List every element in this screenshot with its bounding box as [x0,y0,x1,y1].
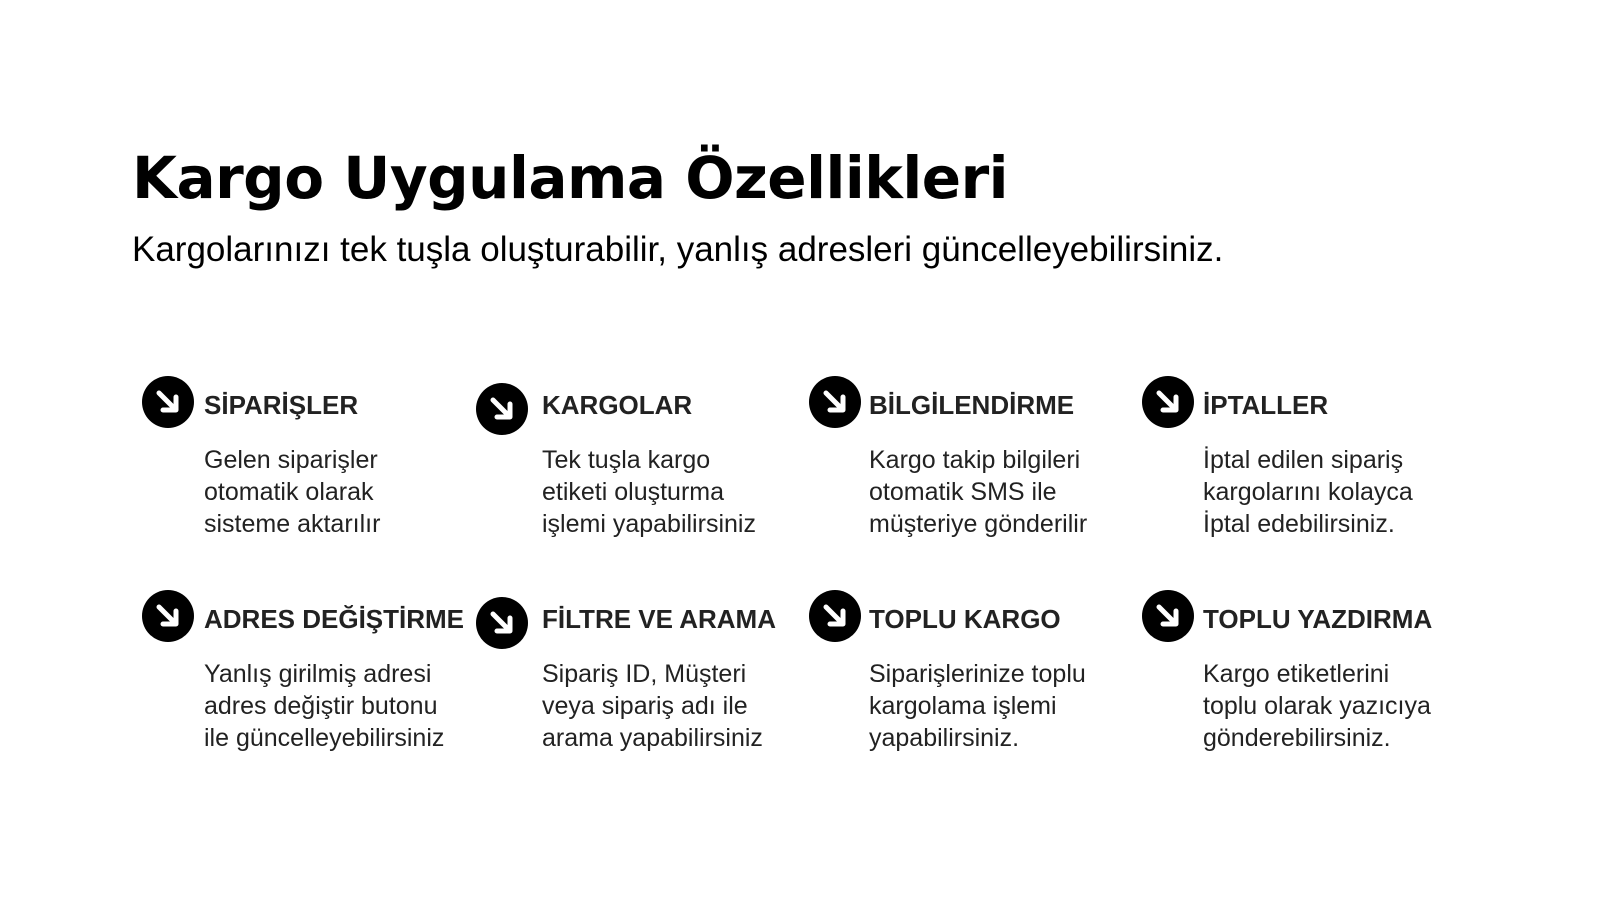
arrow-down-right-icon [476,383,528,435]
feature-description: Kargo etiketlerini toplu olarak yazıcıya gönderebilirsiniz. [1203,660,1431,752]
arrow-down-right-icon [142,376,194,428]
arrow-down-right-icon [142,590,194,642]
feature-description: Siparişlerinize toplu kargolama işlemi yapabilirsiniz. [869,660,1086,752]
arrow-down-right-icon [1142,590,1194,642]
feature-title: KARGOLAR [542,390,693,420]
arrow-down-right-icon [1142,376,1194,428]
feature-description: Yanlış girilmiş adresi adres değiştir butonu ile güncelleyebilirsiniz [204,660,445,752]
page-title: Kargo Uygulama Özellikleri [132,144,1009,212]
feature-description: İptal edilen sipariş kargolarını kolayca İptal edebilirsiniz. [1203,446,1413,538]
feature-title: SİPARİŞLER [204,390,359,420]
feature-description: Sipariş ID, Müşteri veya sipariş adı ile arama yapabilirsiniz [542,660,763,752]
feature-title: İPTALLER [1203,390,1329,420]
arrow-down-right-icon [809,590,861,642]
page-subtitle: Kargolarınızı tek tuşla oluşturabilir, yanlış adresleri güncelleyebilirsiniz. [132,230,1224,269]
feature-description: Tek tuşla kargo etiketi oluşturma işlemi yapabilirsiniz [542,446,756,538]
feature-title: TOPLU KARGO [869,604,1061,634]
arrow-down-right-icon [809,376,861,428]
feature-description: Kargo takip bilgileri otomatik SMS ile müşteriye gönderilir [869,446,1088,538]
feature-title: FİLTRE VE ARAMA [542,604,776,634]
feature-title: TOPLU YAZDIRMA [1203,604,1433,634]
feature-title: ADRES DEĞİŞTİRME [204,604,465,634]
arrow-down-right-icon [476,597,528,649]
feature-description: Gelen siparişler otomatik olarak sisteme aktarılır [204,446,381,538]
feature-title: BİLGİLENDİRME [869,390,1075,420]
